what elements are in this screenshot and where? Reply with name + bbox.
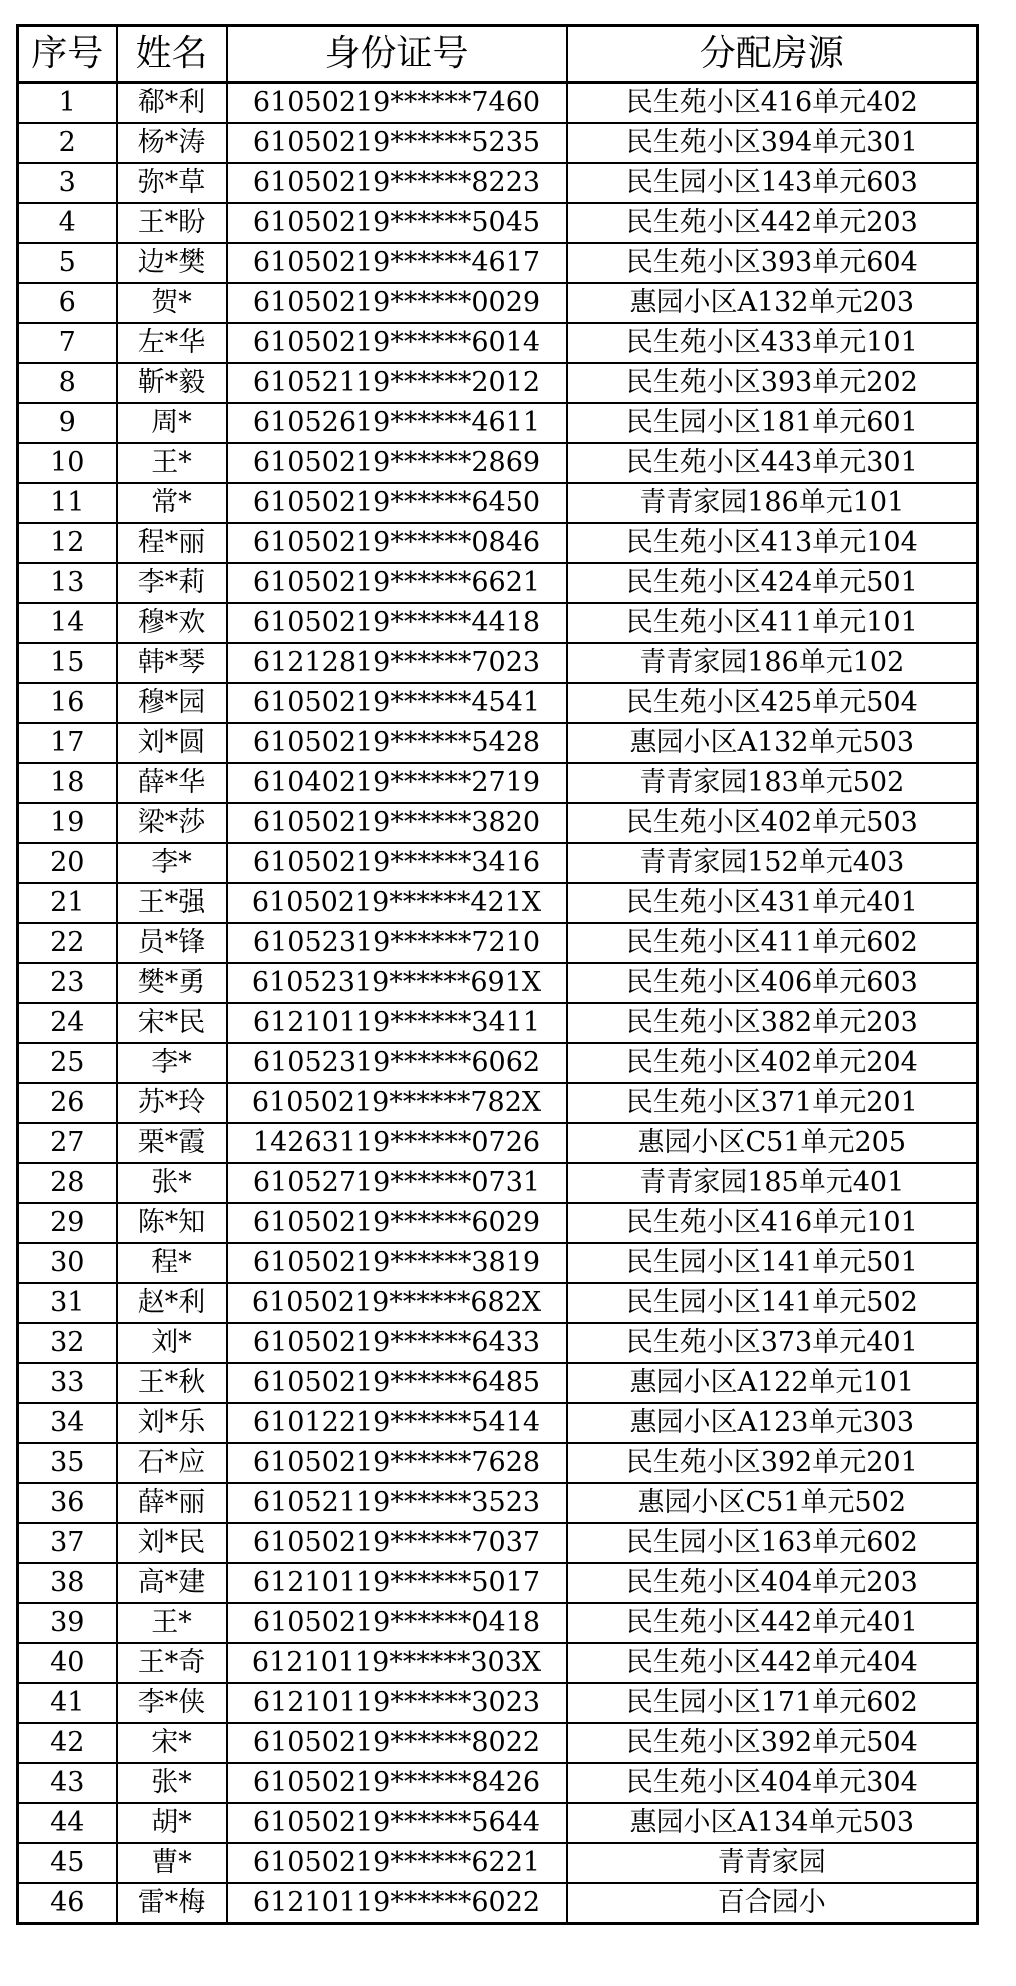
cell-name: 弥*草 <box>117 163 227 203</box>
cell-id-number: 61212819******7023 <box>227 643 567 683</box>
cell-name: 苏*玲 <box>117 1083 227 1123</box>
cell-allocated-housing: 民生苑小区413单元104 <box>567 523 978 563</box>
cell-serial-number: 23 <box>18 963 117 1003</box>
cell-id-number: 61052619******4611 <box>227 403 567 443</box>
cell-name: 穆*欢 <box>117 603 227 643</box>
cell-allocated-housing: 民生苑小区404单元203 <box>567 1563 978 1603</box>
table-row <box>18 603 978 643</box>
cell-name: 刘*民 <box>117 1523 227 1563</box>
table-row <box>18 1643 978 1683</box>
header-allocated-housing: 分配房源 <box>567 26 978 83</box>
cell-id-number: 61050219******6014 <box>227 323 567 363</box>
cell-name: 王* <box>117 443 227 483</box>
cell-name: 程*丽 <box>117 523 227 563</box>
cell-name: 程* <box>117 1243 227 1283</box>
cell-serial-number: 10 <box>18 443 117 483</box>
cell-allocated-housing: 惠园小区A122单元101 <box>567 1363 978 1403</box>
cell-serial-number: 30 <box>18 1243 117 1283</box>
cell-serial-number: 28 <box>18 1163 117 1203</box>
cell-id-number: 61050219******3819 <box>227 1243 567 1283</box>
cell-allocated-housing: 民生苑小区416单元402 <box>567 83 978 124</box>
cell-id-number: 61050219******6433 <box>227 1323 567 1363</box>
cell-serial-number: 27 <box>18 1123 117 1163</box>
cell-id-number: 61050219******5428 <box>227 723 567 763</box>
table-header <box>18 26 978 83</box>
cell-allocated-housing: 民生苑小区394单元301 <box>567 123 978 163</box>
table-row <box>18 1163 978 1203</box>
cell-allocated-housing: 民生苑小区371单元201 <box>567 1083 978 1123</box>
table-row <box>18 323 978 363</box>
cell-allocated-housing: 民生园小区141单元502 <box>567 1283 978 1323</box>
table-row <box>18 1683 978 1723</box>
cell-allocated-housing: 民生苑小区392单元201 <box>567 1443 978 1483</box>
table-row <box>18 1443 978 1483</box>
table-row <box>18 1883 978 1924</box>
cell-serial-number: 9 <box>18 403 117 443</box>
cell-id-number: 61050219******421X <box>227 883 567 923</box>
housing-allocation-table <box>16 24 979 1925</box>
cell-serial-number: 26 <box>18 1083 117 1123</box>
cell-id-number: 61050219******6221 <box>227 1843 567 1883</box>
cell-id-number: 61052319******6062 <box>227 1043 567 1083</box>
table-row <box>18 1323 978 1363</box>
cell-id-number: 61050219******6450 <box>227 483 567 523</box>
table-row <box>18 1123 978 1163</box>
cell-id-number: 61050219******4418 <box>227 603 567 643</box>
table-row <box>18 923 978 963</box>
cell-name: 贺* <box>117 283 227 323</box>
cell-id-number: 61050219******6029 <box>227 1203 567 1243</box>
cell-serial-number: 25 <box>18 1043 117 1083</box>
cell-serial-number: 24 <box>18 1003 117 1043</box>
cell-id-number: 61040219******2719 <box>227 763 567 803</box>
cell-name: 左*华 <box>117 323 227 363</box>
cell-id-number: 61050219******5644 <box>227 1803 567 1843</box>
table-row <box>18 243 978 283</box>
cell-id-number: 61050219******7628 <box>227 1443 567 1483</box>
cell-name: 郗*利 <box>117 83 227 124</box>
cell-serial-number: 15 <box>18 643 117 683</box>
cell-id-number: 61050219******6485 <box>227 1363 567 1403</box>
cell-serial-number: 12 <box>18 523 117 563</box>
cell-name: 常* <box>117 483 227 523</box>
table-row <box>18 643 978 683</box>
cell-name: 员*锋 <box>117 923 227 963</box>
cell-serial-number: 44 <box>18 1803 117 1843</box>
cell-serial-number: 13 <box>18 563 117 603</box>
cell-id-number: 61050219******8223 <box>227 163 567 203</box>
cell-id-number: 14263119******0726 <box>227 1123 567 1163</box>
cell-id-number: 61210119******5017 <box>227 1563 567 1603</box>
cell-id-number: 61050219******782X <box>227 1083 567 1123</box>
cell-serial-number: 7 <box>18 323 117 363</box>
cell-id-number: 61050219******8426 <box>227 1763 567 1803</box>
cell-id-number: 61050219******4541 <box>227 683 567 723</box>
table-row <box>18 723 978 763</box>
cell-name: 雷*梅 <box>117 1883 227 1924</box>
table-row <box>18 843 978 883</box>
cell-serial-number: 21 <box>18 883 117 923</box>
cell-name: 王*秋 <box>117 1363 227 1403</box>
table-row <box>18 1763 978 1803</box>
table-row <box>18 1803 978 1843</box>
cell-id-number: 61210119******3411 <box>227 1003 567 1043</box>
cell-serial-number: 31 <box>18 1283 117 1323</box>
cell-allocated-housing: 民生苑小区411单元602 <box>567 923 978 963</box>
table-row <box>18 1603 978 1643</box>
cell-name: 韩*琴 <box>117 643 227 683</box>
cell-id-number: 61052319******691X <box>227 963 567 1003</box>
cell-allocated-housing: 民生苑小区402单元204 <box>567 1043 978 1083</box>
cell-name: 王*奇 <box>117 1643 227 1683</box>
cell-serial-number: 19 <box>18 803 117 843</box>
cell-serial-number: 39 <box>18 1603 117 1643</box>
cell-name: 边*樊 <box>117 243 227 283</box>
cell-id-number: 61050219******3820 <box>227 803 567 843</box>
cell-allocated-housing: 民生园小区163单元602 <box>567 1523 978 1563</box>
cell-allocated-housing: 惠园小区A123单元303 <box>567 1403 978 1443</box>
cell-allocated-housing: 民生苑小区424单元501 <box>567 563 978 603</box>
cell-serial-number: 36 <box>18 1483 117 1523</box>
cell-serial-number: 33 <box>18 1363 117 1403</box>
cell-allocated-housing: 民生苑小区402单元503 <box>567 803 978 843</box>
cell-allocated-housing: 青青家园185单元401 <box>567 1163 978 1203</box>
cell-allocated-housing: 民生园小区143单元603 <box>567 163 978 203</box>
header-id-number: 身份证号 <box>227 26 567 83</box>
header-serial-number: 序号 <box>18 26 117 83</box>
cell-serial-number: 5 <box>18 243 117 283</box>
table-row <box>18 883 978 923</box>
cell-name: 赵*利 <box>117 1283 227 1323</box>
cell-name: 张* <box>117 1163 227 1203</box>
cell-allocated-housing: 青青家园183单元502 <box>567 763 978 803</box>
cell-serial-number: 17 <box>18 723 117 763</box>
table-body <box>18 83 978 1924</box>
cell-name: 曹* <box>117 1843 227 1883</box>
cell-name: 石*应 <box>117 1443 227 1483</box>
table-row <box>18 1523 978 1563</box>
cell-id-number: 61050219******0418 <box>227 1603 567 1643</box>
table-row <box>18 1403 978 1443</box>
cell-serial-number: 38 <box>18 1563 117 1603</box>
cell-id-number: 61050219******5045 <box>227 203 567 243</box>
cell-serial-number: 8 <box>18 363 117 403</box>
table-row <box>18 1483 978 1523</box>
cell-serial-number: 43 <box>18 1763 117 1803</box>
cell-serial-number: 1 <box>18 83 117 124</box>
cell-name: 王*强 <box>117 883 227 923</box>
table-row <box>18 963 978 1003</box>
cell-id-number: 61050219******0846 <box>227 523 567 563</box>
cell-allocated-housing: 民生苑小区406单元603 <box>567 963 978 1003</box>
cell-id-number: 61052119******3523 <box>227 1483 567 1523</box>
table-row <box>18 83 978 124</box>
table-row <box>18 1243 978 1283</box>
table-row <box>18 1203 978 1243</box>
cell-id-number: 61052319******7210 <box>227 923 567 963</box>
cell-name: 宋* <box>117 1723 227 1763</box>
cell-id-number: 61050219******3416 <box>227 843 567 883</box>
cell-allocated-housing: 民生苑小区404单元304 <box>567 1763 978 1803</box>
cell-serial-number: 34 <box>18 1403 117 1443</box>
cell-allocated-housing: 青青家园152单元403 <box>567 843 978 883</box>
cell-name: 樊*勇 <box>117 963 227 1003</box>
cell-serial-number: 46 <box>18 1883 117 1924</box>
cell-serial-number: 6 <box>18 283 117 323</box>
cell-allocated-housing: 青青家园186单元102 <box>567 643 978 683</box>
cell-allocated-housing: 民生苑小区416单元101 <box>567 1203 978 1243</box>
cell-allocated-housing: 民生园小区181单元601 <box>567 403 978 443</box>
cell-serial-number: 42 <box>18 1723 117 1763</box>
table-row <box>18 1723 978 1763</box>
table-row <box>18 203 978 243</box>
cell-allocated-housing: 民生苑小区433单元101 <box>567 323 978 363</box>
cell-name: 靳*毅 <box>117 363 227 403</box>
table-row <box>18 683 978 723</box>
cell-name: 刘* <box>117 1323 227 1363</box>
header-row <box>18 26 978 83</box>
table-row <box>18 1563 978 1603</box>
table-row <box>18 1003 978 1043</box>
table-row <box>18 123 978 163</box>
cell-serial-number: 11 <box>18 483 117 523</box>
cell-name: 王* <box>117 1603 227 1643</box>
cell-name: 李* <box>117 843 227 883</box>
cell-serial-number: 40 <box>18 1643 117 1683</box>
cell-serial-number: 2 <box>18 123 117 163</box>
table-row <box>18 763 978 803</box>
cell-allocated-housing: 惠园小区C51单元502 <box>567 1483 978 1523</box>
cell-name: 栗*霞 <box>117 1123 227 1163</box>
cell-id-number: 61050219******6621 <box>227 563 567 603</box>
cell-allocated-housing: 百合园小 <box>567 1883 978 1924</box>
cell-allocated-housing: 民生苑小区392单元504 <box>567 1723 978 1763</box>
table-row <box>18 1283 978 1323</box>
table-row <box>18 443 978 483</box>
cell-allocated-housing: 惠园小区A132单元203 <box>567 283 978 323</box>
cell-allocated-housing: 青青家园 <box>567 1843 978 1883</box>
cell-serial-number: 35 <box>18 1443 117 1483</box>
cell-allocated-housing: 民生园小区171单元602 <box>567 1683 978 1723</box>
cell-id-number: 61052719******0731 <box>227 1163 567 1203</box>
cell-name: 薛*华 <box>117 763 227 803</box>
cell-serial-number: 32 <box>18 1323 117 1363</box>
table-row <box>18 163 978 203</box>
cell-allocated-housing: 青青家园186单元101 <box>567 483 978 523</box>
table-row <box>18 403 978 443</box>
cell-allocated-housing: 惠园小区A132单元503 <box>567 723 978 763</box>
cell-id-number: 61050219******0029 <box>227 283 567 323</box>
table-row <box>18 563 978 603</box>
cell-allocated-housing: 民生苑小区382单元203 <box>567 1003 978 1043</box>
cell-name: 刘*乐 <box>117 1403 227 1443</box>
table-row <box>18 483 978 523</box>
cell-allocated-housing: 民生苑小区442单元203 <box>567 203 978 243</box>
cell-allocated-housing: 民生苑小区411单元101 <box>567 603 978 643</box>
cell-allocated-housing: 民生苑小区373单元401 <box>567 1323 978 1363</box>
cell-allocated-housing: 惠园小区C51单元205 <box>567 1123 978 1163</box>
cell-allocated-housing: 民生苑小区431单元401 <box>567 883 978 923</box>
cell-serial-number: 22 <box>18 923 117 963</box>
cell-allocated-housing: 民生苑小区393单元604 <box>567 243 978 283</box>
cell-id-number: 61050219******8022 <box>227 1723 567 1763</box>
cell-serial-number: 18 <box>18 763 117 803</box>
cell-name: 周* <box>117 403 227 443</box>
cell-serial-number: 29 <box>18 1203 117 1243</box>
cell-allocated-housing: 惠园小区A134单元503 <box>567 1803 978 1843</box>
cell-id-number: 61052119******2012 <box>227 363 567 403</box>
cell-serial-number: 4 <box>18 203 117 243</box>
cell-name: 李*莉 <box>117 563 227 603</box>
table-row <box>18 523 978 563</box>
cell-serial-number: 20 <box>18 843 117 883</box>
cell-id-number: 61050219******2869 <box>227 443 567 483</box>
cell-name: 李* <box>117 1043 227 1083</box>
cell-serial-number: 3 <box>18 163 117 203</box>
cell-allocated-housing: 民生苑小区443单元301 <box>567 443 978 483</box>
cell-name: 高*建 <box>117 1563 227 1603</box>
table-row <box>18 1083 978 1123</box>
cell-id-number: 61210119******3023 <box>227 1683 567 1723</box>
cell-serial-number: 14 <box>18 603 117 643</box>
table-row <box>18 363 978 403</box>
table-row <box>18 1843 978 1883</box>
cell-serial-number: 41 <box>18 1683 117 1723</box>
table-row <box>18 803 978 843</box>
cell-name: 杨*涛 <box>117 123 227 163</box>
cell-id-number: 61210119******6022 <box>227 1883 567 1924</box>
cell-name: 宋*民 <box>117 1003 227 1043</box>
cell-allocated-housing: 民生苑小区442单元404 <box>567 1643 978 1683</box>
table-row <box>18 1363 978 1403</box>
table-row <box>18 1043 978 1083</box>
cell-name: 王*盼 <box>117 203 227 243</box>
cell-id-number: 61050219******7037 <box>227 1523 567 1563</box>
cell-name: 梁*莎 <box>117 803 227 843</box>
table-row <box>18 283 978 323</box>
cell-name: 刘*圆 <box>117 723 227 763</box>
cell-allocated-housing: 民生苑小区442单元401 <box>567 1603 978 1643</box>
cell-id-number: 61210119******303X <box>227 1643 567 1683</box>
cell-id-number: 61050219******5235 <box>227 123 567 163</box>
cell-id-number: 61050219******4617 <box>227 243 567 283</box>
cell-allocated-housing: 民生园小区141单元501 <box>567 1243 978 1283</box>
cell-name: 穆*园 <box>117 683 227 723</box>
cell-allocated-housing: 民生苑小区425单元504 <box>567 683 978 723</box>
cell-allocated-housing: 民生苑小区393单元202 <box>567 363 978 403</box>
cell-serial-number: 16 <box>18 683 117 723</box>
cell-name: 张* <box>117 1763 227 1803</box>
cell-name: 李*侠 <box>117 1683 227 1723</box>
cell-serial-number: 37 <box>18 1523 117 1563</box>
header-name: 姓名 <box>117 26 227 83</box>
cell-id-number: 61012219******5414 <box>227 1403 567 1443</box>
cell-serial-number: 45 <box>18 1843 117 1883</box>
cell-id-number: 61050219******7460 <box>227 83 567 124</box>
cell-id-number: 61050219******682X <box>227 1283 567 1323</box>
cell-name: 胡* <box>117 1803 227 1843</box>
cell-name: 陈*知 <box>117 1203 227 1243</box>
cell-name: 薛*丽 <box>117 1483 227 1523</box>
